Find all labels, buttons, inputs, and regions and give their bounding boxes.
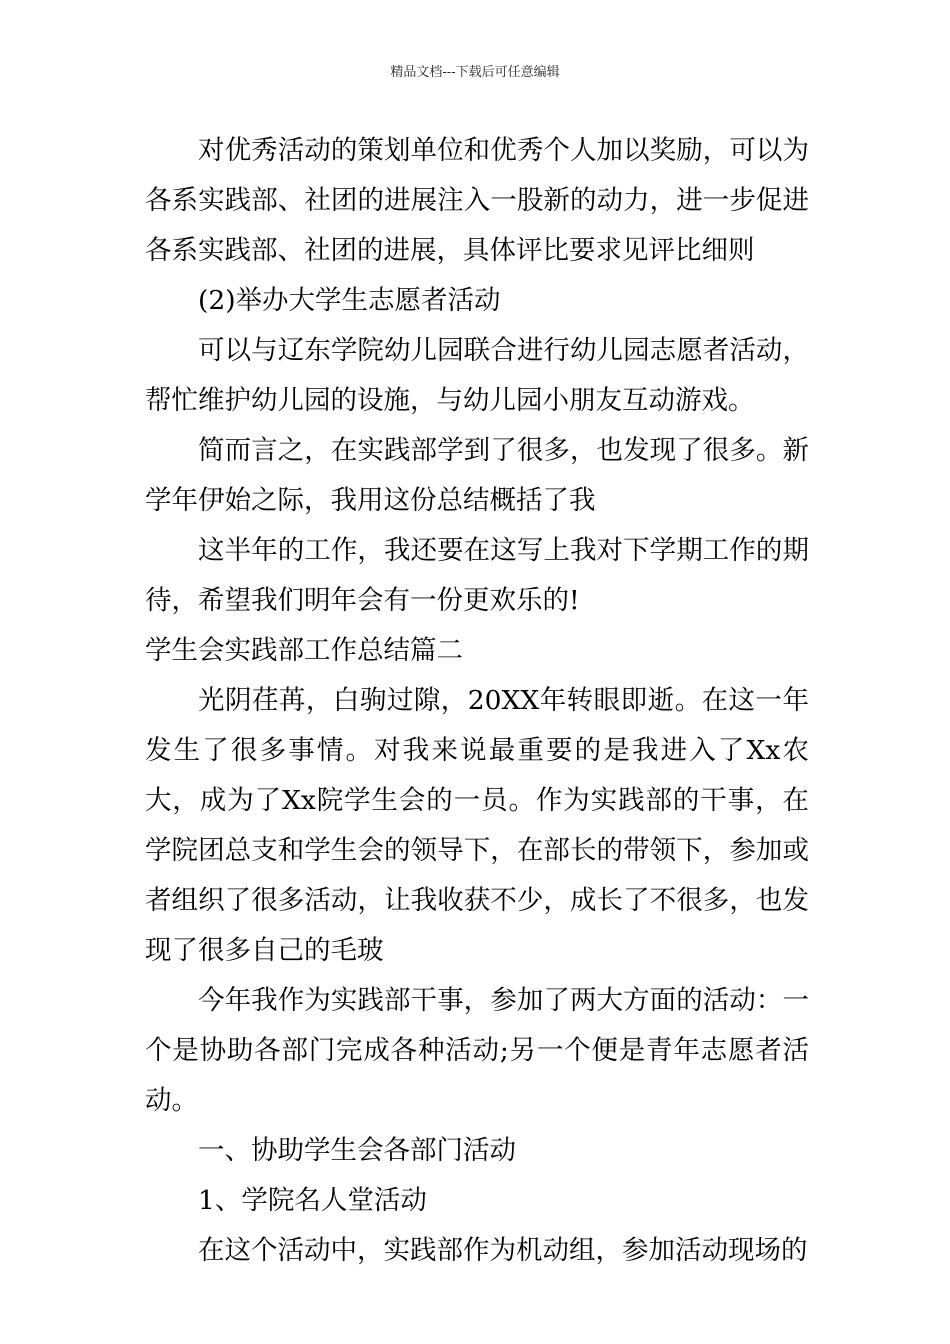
paragraph-expectation: 这半年的工作，我还要在这写上我对下学期工作的期待，希望我们明年会有一份更欢乐的! xyxy=(145,535,809,616)
paragraph-hall-of-fame: 在这个活动中，实践部作为机动组，参加活动现场的 xyxy=(198,1235,808,1266)
paragraph-summary: 简而言之，在实践部学到了很多，也发现了很多。新学年伊始之际，我用这份总结概括了我 xyxy=(145,435,809,516)
subheading-hall-of-fame: 1、学院名人堂活动 xyxy=(198,1185,427,1216)
paragraph-awards: 对优秀活动的策划单位和优秀个人加以奖励，可以为各系实践部、社团的进展注入一股新的动力，进一步促进各系实践部、社团的进展，具体评比要求见评比细则 xyxy=(145,135,809,266)
paragraph-volunteer-heading: (2)举办大学生志愿者活动 xyxy=(198,285,501,316)
subheading-assist-departments: 一、协助学生会各部门活动 xyxy=(198,1135,516,1166)
paragraph-intro: 光阴荏苒，白驹过隙，20XX年转眼即逝。在这一年发生了很多事情。对我来说最重要的是我进入了Xx农大，成为了Xx院学生会的一员。作为实践部的干事，在学院团总支和学生会的领导下，在部长的带领下，参加或者组织了很多活动，让我收获不少，成长了不很多，也发现了很多自己的毛玻 xyxy=(145,685,809,966)
page-header: 精品文档---下载后可任意编辑 xyxy=(390,65,560,80)
paragraph-kindergarten: 可以与辽东学院幼儿园联合进行幼儿园志愿者活动，帮忙维护幼儿园的设施，与幼儿园小朋友互动游戏。 xyxy=(145,335,809,416)
document-body xyxy=(145,126,809,1276)
paragraph-activities: 今年我作为实践部干事，参加了两大方面的活动：一个是协助各部门完成各种活动;另一个便是青年志愿者活动。 xyxy=(145,985,809,1116)
section-title: 学生会实践部工作总结篇二 xyxy=(145,635,463,666)
